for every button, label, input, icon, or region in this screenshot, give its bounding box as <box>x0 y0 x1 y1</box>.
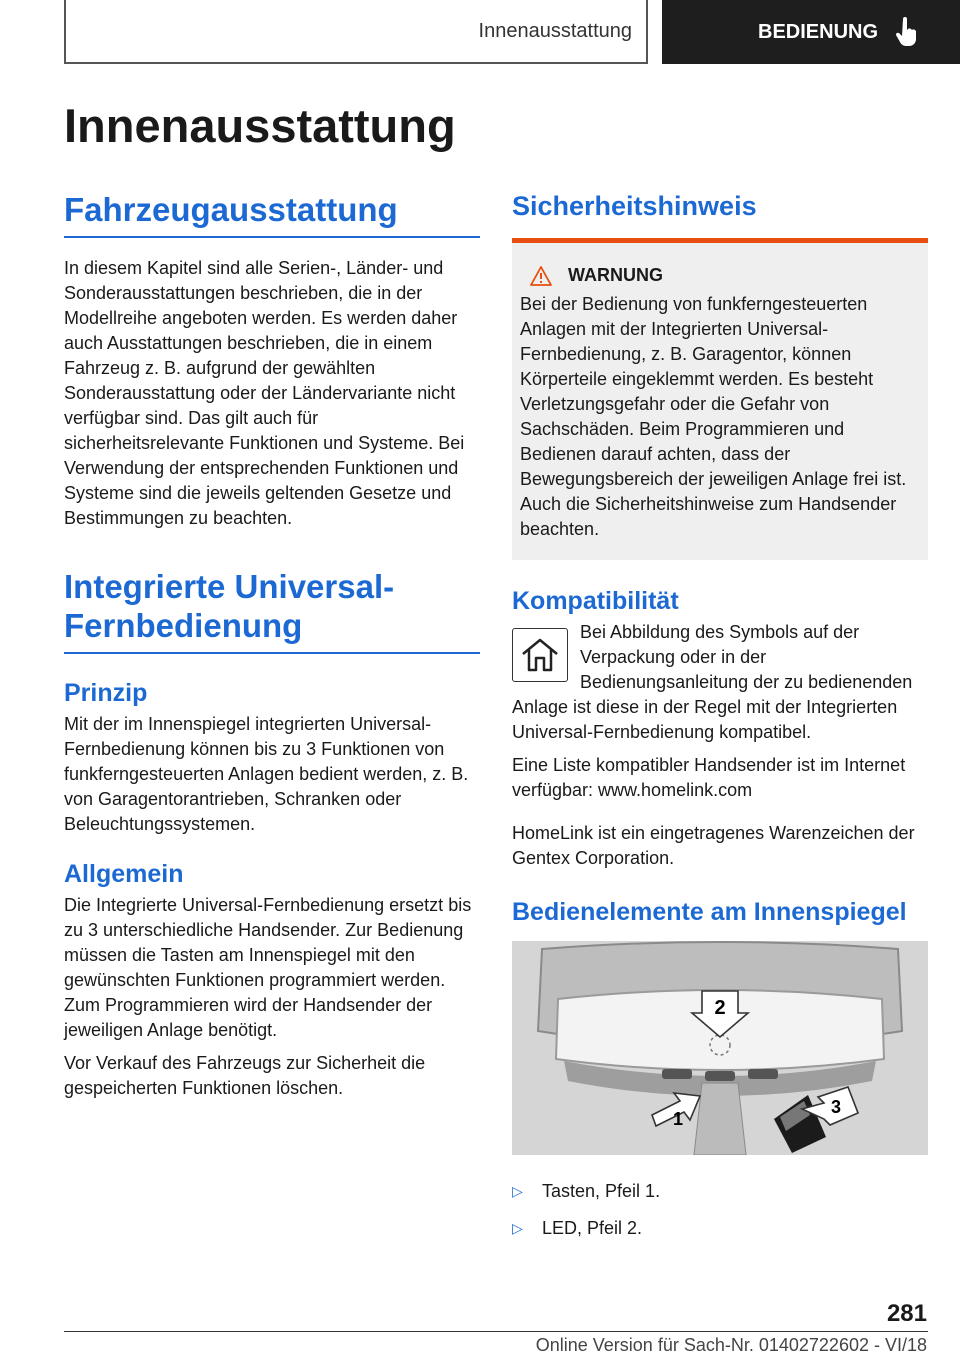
warning-header <box>520 265 920 286</box>
paragraph-fahrzeugausstattung: In diesem Kapitel sind alle Serien-, Länder- und Sonderausstattungen beschrieben, die in der Modellreihe angeboten werden. Es werden daher auch Ausstattungen beschrieben, die in einem Fahrzeug z. B. aufgrund der gewählten Sonderausstattung oder der Ländervariante nicht verfügbar sind. Das gilt auch für sicherheitsrelevante Funktionen und Systeme. Bei Verwendung der entsprechenden Funktionen und Systeme sind die jeweils geltenden Gesetze und Bestimmungen zu beachten. <box>64 257 465 528</box>
mirror-drawing <box>512 941 928 1155</box>
warning-text: Bei der Bedienung von funkferngesteuerten Anlagen mit der Integrierten Universal-Fernbedienung, z. B. Garagentor, können Körperteile eingeklemmt werden. Es besteht Verletzungsgefahr oder die Gefahr von Sachschäden. Beim Programmieren und Bedienen darauf achten, dass der Bewegungsbereich der jeweiligen Anlage frei ist. Auch die Sicherheitshinweise zum Handsender beachten. <box>520 294 907 540</box>
left-column <box>64 190 480 1101</box>
heading-bedienelemente: Bedienelemente am Innenspiegel <box>512 898 907 927</box>
bullet-triangle-icon: ▷ <box>512 1183 523 1200</box>
heading-fahrzeugausstattung: Fahrzeugausstattung <box>64 190 480 238</box>
paragraph-prinzip: Mit der im Innenspiegel integrierten Universal-Fernbedienung können bis zu 3 Funktionen von funkferngesteuerten Anlagen bedient werden, z. B. von Garagentorantrieben, Schranken oder Beleuchtungssystemen. <box>64 713 469 834</box>
bullet-text: LED, Pfeil 2. <box>542 1218 643 1239</box>
hand-pointer-icon <box>896 17 918 47</box>
figure-label-2: 2 <box>714 997 726 1020</box>
bullet-text: Tasten, Pfeil 1. <box>542 1181 661 1202</box>
figure-label-1: 1 <box>672 1109 684 1130</box>
header-chapter-tab <box>662 0 960 64</box>
warning-triangle-icon <box>530 266 552 286</box>
bullet-item <box>512 1216 928 1241</box>
heading-prinzip: Prinzip <box>64 678 148 707</box>
heading-sicherheitshinweis: Sicherheitshinweis <box>512 191 757 221</box>
bullet-item <box>512 1179 928 1204</box>
page-number: 281 <box>886 1300 927 1327</box>
mirror-illustration <box>512 941 928 1155</box>
bullet-triangle-icon: ▷ <box>512 1220 523 1237</box>
figure-label-3: 3 <box>830 1097 842 1118</box>
footer-divider <box>64 1331 928 1332</box>
homelink-house-icon <box>512 628 568 682</box>
header-section-tab <box>64 0 648 64</box>
paragraph-kompatibilitaet-1: Bei Abbildung des Symbols auf der Verpackung oder in der Bedienungsanleitung der zu bedienenden Anlage ist diese in der Regel mit der Integrierten Universal-Fernbedienung kompatibel. <box>512 622 913 743</box>
paragraph-kompatibilitaet-2: Eine Liste kompatibler Handsender ist im Internet verfügbar: www.homelink.com <box>512 755 906 801</box>
heading-kompatibilitaet: Kompatibilität <box>512 587 679 616</box>
paragraph-kompatibilitaet-3: HomeLink ist ein eingetragenes Warenzeichen der Gentex Corporation. <box>512 823 915 869</box>
paragraph-allgemein-2: Vor Verkauf des Fahrzeugs zur Sicherheit die gespeicherten Funktionen löschen. <box>64 1052 426 1098</box>
footer-online-version: Online Version für Sach-Nr. 01402722602 - VI/18 <box>535 1335 927 1355</box>
right-column <box>512 190 928 1241</box>
page-title: Innenausstattung <box>64 99 456 152</box>
header-section-label: Innenausstattung <box>478 19 632 42</box>
heading-allgemein: Allgemein <box>64 859 184 888</box>
compat-section <box>512 620 928 745</box>
header-chapter-label: BEDIENUNG <box>758 20 879 43</box>
paragraph-allgemein-1: Die Integrierte Universal-Fernbedienung ersetzt bis zu 3 unterschiedliche Handsender. Zur Bedienung müssen die Tasten am Innenspiegel mit den gewünschten Funktionen programmiert werden. Zum Programmieren wird der Handsender der jeweiligen Anlage benötigt. <box>64 894 472 1040</box>
warning-box <box>512 238 928 560</box>
warning-label: WARNUNG <box>568 265 663 286</box>
heading-integrierte-fernbedienung: Integrierte Universal-Fernbedienung <box>64 567 480 654</box>
